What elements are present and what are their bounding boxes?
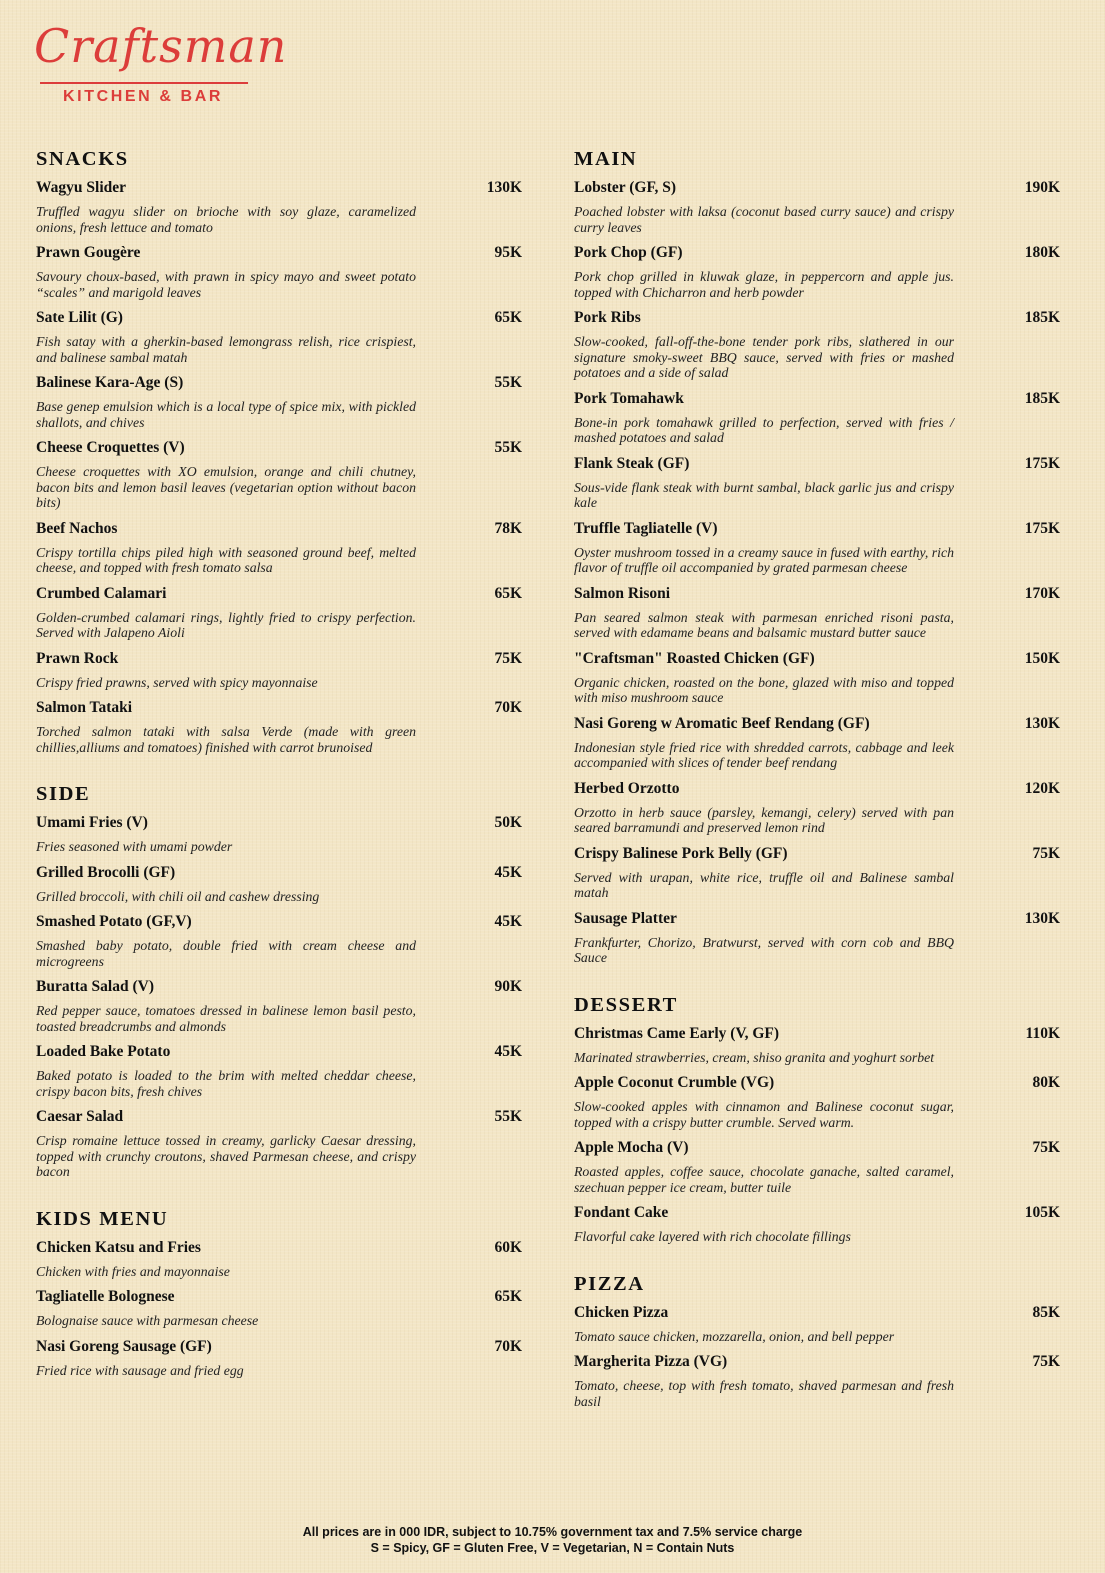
item-name: Margherita Pizza (VG)	[574, 1353, 728, 1370]
item-price: 130K	[486, 179, 522, 196]
menu-item	[34, 863, 526, 905]
item-name: Crumbed Calamari	[36, 584, 167, 602]
logo-subtitle: KITCHEN & BAR	[63, 88, 224, 105]
menu-item	[572, 779, 1062, 836]
item-name: Lobster (GF, S)	[574, 179, 677, 196]
item-description: Fish satay with a gherkin-based lemongrass relish, rice crispiest, and balinese sambal matah	[36, 334, 416, 365]
item-name: Fondant Cake	[574, 1204, 669, 1221]
section-snacks	[34, 146, 526, 755]
item-price: 55K	[494, 374, 522, 391]
menu-item	[572, 649, 1062, 706]
item-price: 45K	[494, 1043, 522, 1060]
menu-item	[572, 714, 1062, 771]
item-name: Prawn Gougère	[36, 244, 141, 261]
section-side	[34, 781, 526, 1180]
section-title: SIDE	[36, 783, 91, 805]
item-description: Frankfurter, Chorizo, Bratwurst, served with corn cob and BBQ Sauce	[574, 934, 954, 965]
right-column	[572, 146, 1062, 1435]
brand-logo	[32, 18, 288, 106]
item-description: Crispy fried prawns, served with spicy mayonnaise	[36, 674, 318, 690]
item-name: Sausage Platter	[574, 909, 677, 927]
item-description: Flavorful cake layered with rich chocolate fillings	[574, 1229, 851, 1244]
logo-divider	[40, 82, 248, 84]
item-description: Cheese croquettes with XO emulsion, orange and chili chutney, bacon bits and lemon basil leaves (vegetarian option without bacon bits)	[36, 464, 416, 510]
item-description: Bone-in pork tomahawk grilled to perfection, served with fries / mashed potatoes and salad	[574, 414, 954, 445]
item-description: Roasted apples, coffee sauce, chocolate ganache, salted caramel, szechuan pepper ice cream, butter tuile	[574, 1164, 954, 1195]
menu-item	[34, 373, 526, 430]
item-name: Chicken Katsu and Fries	[36, 1238, 201, 1256]
item-name: Cheese Croquettes (V)	[36, 439, 185, 456]
item-description: Tomato sauce chicken, mozzarella, onion, and bell pepper	[574, 1328, 895, 1344]
item-description: Pork chop grilled in kluwak glaze, in peppercorn and apple jus. topped with Chicharron and herb powder	[574, 269, 954, 300]
item-name: Sate Lilit (G)	[36, 309, 123, 326]
item-description: Torched salmon tataki with salsa Verde (made with green chillies,alliums and tomatoes) finished with carrot brunoised	[36, 724, 416, 755]
menu-item	[34, 178, 526, 235]
item-name: Caesar Salad	[36, 1108, 124, 1125]
item-description: Golden-crumbed calamari rings, lightly fried to crispy perfection. Served with Jalapeno Aioli	[36, 609, 416, 640]
section-main	[572, 146, 1062, 966]
item-name: Umami Fries (V)	[36, 814, 148, 831]
item-price: 75K	[1032, 1139, 1060, 1156]
item-description: Tomato, cheese, top with fresh tomato, shaved parmesan and fresh basil	[574, 1378, 954, 1409]
item-price: 90K	[494, 978, 522, 995]
item-name: Loaded Bake Potato	[36, 1043, 171, 1060]
item-price: 175K	[1024, 454, 1060, 472]
footer-legend: S = Spicy, GF = Gluten Free, V = Vegetarian, N = Contain Nuts	[370, 1541, 735, 1555]
item-description: Served with urapan, white rice, truffle oil and Balinese sambal matah	[574, 869, 954, 900]
menu-item	[572, 1138, 1062, 1195]
item-name: Crispy Balinese Pork Belly (GF)	[574, 844, 788, 862]
item-price: 170K	[1024, 584, 1060, 602]
menu-item	[572, 1073, 1062, 1130]
section-title: SNACKS	[36, 148, 129, 170]
item-name: Truffle Tagliatelle (V)	[574, 519, 718, 537]
item-description: Grilled broccoli, with chili oil and cashew dressing	[36, 888, 320, 904]
section-title: MAIN	[574, 148, 638, 170]
menu-item	[34, 1238, 526, 1280]
menu-item	[34, 1287, 526, 1329]
item-price: 45K	[494, 913, 522, 930]
item-name: Salmon Risoni	[574, 584, 671, 602]
item-price: 130K	[1024, 714, 1060, 732]
item-name: Christmas Came Early (V, GF)	[574, 1024, 780, 1042]
item-description: Organic chicken, roasted on the bone, glazed with miso and topped with miso mushroom sauce	[574, 674, 954, 705]
item-name: Nasi Goreng Sausage (GF)	[36, 1337, 212, 1355]
menu-item	[34, 1042, 526, 1099]
menu-item	[572, 584, 1062, 641]
menu-item	[34, 977, 526, 1034]
section-title: KIDS MENU	[36, 1207, 169, 1230]
item-price: 55K	[494, 439, 522, 456]
item-description: Marinated strawberries, cream, shiso granita and yoghurt sorbet	[574, 1049, 935, 1065]
menu-item	[572, 1203, 1062, 1245]
item-price: 175K	[1024, 519, 1060, 537]
item-price: 75K	[1032, 1353, 1060, 1370]
item-name: Flank Steak (GF)	[574, 454, 690, 472]
item-price: 65K	[494, 584, 522, 602]
item-description: Slow-cooked, fall-off-the-bone tender pork ribs, slathered in our signature smoky-sweet BBQ sauce, served with fries or mashed potatoes and a side of salad	[574, 334, 954, 380]
item-price: 105K	[1024, 1204, 1060, 1221]
item-description: Chicken with fries and mayonnaise	[36, 1263, 230, 1279]
item-price: 80K	[1032, 1074, 1060, 1091]
item-description: Base genep emulsion which is a local type of spice mix, with pickled shallots, and chives	[36, 399, 416, 430]
item-price: 150K	[1024, 649, 1060, 667]
menu-item	[572, 389, 1062, 446]
section-title: PIZZA	[574, 1272, 645, 1295]
item-name: Beef Nachos	[36, 519, 118, 537]
item-name: Smashed Potato (GF,V)	[36, 913, 192, 930]
section-kids-menu	[34, 1206, 526, 1379]
item-price: 75K	[1032, 844, 1060, 862]
item-description: Fried rice with sausage and fried egg	[36, 1362, 244, 1378]
menu-item	[34, 519, 526, 576]
item-name: Tagliatelle Bolognese	[36, 1288, 175, 1305]
menu-item	[34, 1337, 526, 1379]
menu-item	[34, 584, 526, 641]
item-name: Chicken Pizza	[574, 1303, 669, 1321]
menu-item	[34, 649, 526, 691]
item-description: Oyster mushroom tossed in a creamy sauce in fused with earthy, rich flavor of truffle oil accompanied by grated parmesan cheese	[574, 544, 954, 575]
item-price: 75K	[494, 649, 522, 667]
item-price: 190K	[1024, 179, 1060, 196]
item-price: 78K	[494, 519, 522, 537]
menu-item	[34, 243, 526, 300]
item-price: 65K	[494, 309, 522, 326]
item-price: 110K	[1025, 1024, 1060, 1042]
item-price: 65K	[494, 1288, 522, 1305]
item-name: Nasi Goreng w Aromatic Beef Rendang (GF)	[574, 714, 870, 732]
section-title: DESSERT	[574, 993, 678, 1016]
item-price: 130K	[1024, 909, 1060, 927]
menu-item	[572, 1303, 1062, 1345]
menu-item	[34, 438, 526, 511]
menu-item	[34, 912, 526, 969]
section-dessert	[572, 992, 1062, 1245]
menu-item	[34, 308, 526, 365]
section-pizza	[572, 1271, 1062, 1410]
menu-item	[572, 454, 1062, 511]
item-price: 185K	[1024, 389, 1060, 407]
item-price: 50K	[494, 814, 522, 831]
menu-item	[572, 909, 1062, 966]
menu-item	[34, 813, 526, 855]
logo-wordmark: Craftsman	[34, 19, 288, 73]
item-price: 55K	[494, 1108, 522, 1125]
item-description: Smashed baby potato, double fried with cream cheese and microgreens	[36, 938, 416, 969]
item-name: Pork Tomahawk	[574, 389, 684, 407]
item-description: Slow-cooked apples with cinnamon and Balinese coconut sugar, topped with a crispy butter crumble. Served warm.	[574, 1099, 954, 1130]
item-name: Pork Chop (GF)	[574, 244, 683, 261]
item-price: 70K	[494, 1337, 522, 1355]
menu-item	[572, 1352, 1062, 1409]
menu-item	[572, 844, 1062, 901]
left-column	[34, 146, 526, 1404]
item-price: 60K	[494, 1238, 522, 1256]
item-price: 85K	[1032, 1303, 1060, 1321]
item-name: Herbed Orzotto	[574, 779, 680, 797]
item-description: Poached lobster with laksa (coconut based curry sauce) and crispy curry leaves	[574, 204, 954, 235]
menu-item	[572, 308, 1062, 381]
item-price: 120K	[1024, 779, 1060, 797]
menu-item	[572, 178, 1062, 235]
item-name: Pork Ribs	[574, 309, 641, 326]
item-description: Baked potato is loaded to the brim with melted cheddar cheese, crispy bacon bits, fresh chives	[36, 1068, 416, 1099]
item-name: Buratta Salad (V)	[36, 978, 154, 995]
item-description: Bolognaise sauce with parmesan cheese	[36, 1313, 259, 1328]
menu-item	[572, 519, 1062, 576]
item-price: 180K	[1024, 244, 1060, 261]
item-name: Apple Mocha (V)	[574, 1139, 689, 1156]
item-description: Crisp romaine lettuce tossed in creamy, garlicky Caesar dressing, topped with crunchy croutons, shaved Parmesan cheese, and crispy bacon	[36, 1133, 416, 1179]
item-description: Indonesian style fried rice with shredded carrots, cabbage and leek accompanied with slices of tender beef rendang	[574, 739, 954, 770]
menu-item	[572, 1024, 1062, 1066]
item-description: Truffled wagyu slider on brioche with soy glaze, caramelized onions, fresh lettuce and tomato	[36, 204, 416, 235]
menu-item	[572, 243, 1062, 300]
item-description: Fries seasoned with umami powder	[36, 839, 233, 854]
item-description: Orzotto in herb sauce (parsley, kemangi, celery) served with pan seared barramundi and preserved lemon rind	[574, 804, 954, 835]
item-price: 70K	[494, 699, 522, 716]
item-description: Savoury choux-based, with prawn in spicy mayo and sweet potato “scales” and marigold leaves	[36, 269, 416, 300]
item-name: Grilled Brocolli (GF)	[36, 863, 176, 881]
item-name: Wagyu Slider	[36, 179, 127, 196]
menu-item	[34, 698, 526, 755]
item-name: Salmon Tataki	[36, 699, 133, 716]
item-price: 45K	[494, 863, 522, 881]
item-name: Apple Coconut Crumble (VG)	[574, 1074, 775, 1091]
item-price: 185K	[1024, 309, 1060, 326]
item-price: 95K	[494, 244, 522, 261]
item-name: Prawn Rock	[36, 649, 119, 667]
footer-price-note: All prices are in 000 IDR, subject to 10.75% government tax and 7.5% service charge	[302, 1525, 803, 1539]
item-name: Balinese Kara-Age (S)	[36, 374, 184, 391]
item-description: Crispy tortilla chips piled high with seasoned ground beef, melted cheese, and topped with fresh tomato salsa	[36, 544, 416, 575]
item-name: "Craftsman" Roasted Chicken (GF)	[574, 649, 815, 667]
menu-footer	[0, 1524, 1105, 1556]
item-description: Red pepper sauce, tomatoes dressed in balinese lemon basil pesto, toasted breadcrumbs and almonds	[36, 1003, 416, 1034]
menu-item	[34, 1107, 526, 1180]
item-description: Sous-vide flank steak with burnt sambal, black garlic jus and crispy kale	[574, 479, 954, 510]
item-description: Pan seared salmon steak with parmesan enriched risoni pasta, served with edamame beans and balsamic mustard butter sauce	[574, 609, 954, 640]
